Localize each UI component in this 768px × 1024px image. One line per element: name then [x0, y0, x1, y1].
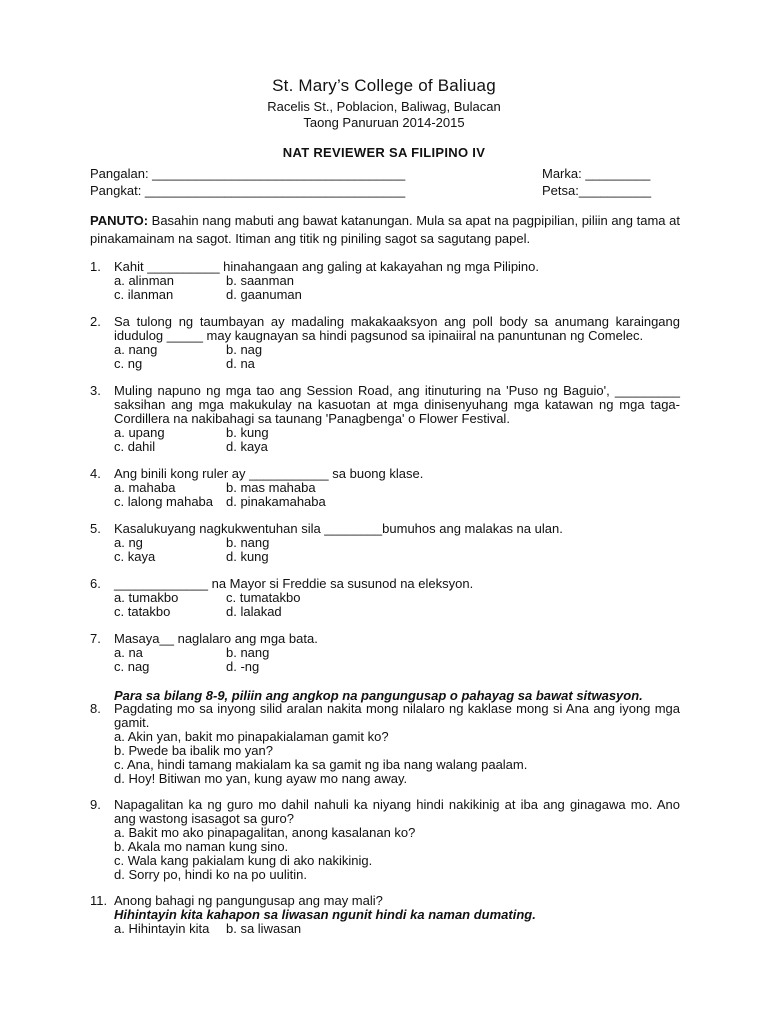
option-a: a. Bakit mo ako pinapagalitan, anong kasalanan ko?: [114, 825, 416, 840]
option-a: a. ng: [114, 535, 143, 550]
option-d: d. gaanuman: [226, 287, 302, 302]
option-a: a. Hihintayin kita: [114, 921, 210, 936]
option-b: b. Akala mo naman kung sino.: [114, 839, 289, 854]
question-stem: Sa tulong ng taumbayan ay madaling makakaaksyon ang poll body sa anumang karaingang idudulog _____ may kaugnayan sa hindi pagsunod sa ipinaiiral na panuntunan ng Comelec.: [114, 314, 680, 343]
option-a: a. Akin yan, bakit mo pinapakialaman gamit ko?: [114, 729, 389, 744]
question-sentence: Hihintayin kita kahapon sa liwasan ngunit hindi ka naman dumating.: [114, 907, 536, 922]
question-stem: Masaya__ naglalaro ang mga bata.: [114, 631, 318, 646]
question-number: 2.: [90, 314, 101, 329]
option-a: a. mahaba: [114, 480, 176, 495]
option-c-2: c. tatakbo: [114, 604, 171, 619]
option-b: b. nag: [226, 342, 263, 357]
question-9: [90, 798, 680, 882]
option-d: d. lalakad: [226, 604, 282, 619]
option-b: b. nang: [226, 645, 270, 660]
option-b: b. mas mahaba: [226, 480, 316, 495]
school-year: Taong Panuruan 2014-2015: [303, 115, 465, 130]
question-4: [90, 467, 680, 509]
question-stem: Kasalukuyang nagkukwentuhan sila ________bumuhos ang malakas na ulan.: [114, 521, 563, 536]
question-number: 5.: [90, 521, 101, 536]
option-c: c. tumatakbo: [226, 590, 301, 605]
option-d: d. kaya: [226, 439, 268, 454]
question-1: [90, 260, 680, 302]
pangkat-field: Pangkat: ____________________________________: [90, 183, 406, 198]
question-number: 8.: [90, 701, 101, 716]
option-d: d. pinakamahaba: [226, 494, 326, 509]
question-11: [90, 894, 680, 936]
question-2: [90, 315, 680, 371]
pangalan-field: Pangalan: ___________________________________: [90, 166, 406, 181]
option-a: a. upang: [114, 425, 165, 440]
question-number: 11.: [90, 893, 108, 908]
question-number: 3.: [90, 383, 101, 398]
option-b: b. sa liwasan: [226, 921, 302, 936]
question-number: 9.: [90, 797, 101, 812]
question-stem: Anong bahagi ng pangungusap ang may mali?: [114, 893, 383, 908]
question-7: [90, 632, 680, 674]
section-instruction: Para sa bilang 8-9, piliin ang angkop na pangungusap o pahayag sa bawat sitwasyon.: [114, 688, 643, 703]
option-b: b. saanman: [226, 273, 294, 288]
option-d: d. Hoy! Bitiwan mo yan, kung ayaw mo nang away.: [114, 771, 408, 786]
option-b: b. kung: [226, 425, 269, 440]
option-c: c. dahil: [114, 439, 156, 454]
option-b: b. Pwede ba ibalik mo yan?: [114, 743, 273, 758]
school-address: Racelis St., Poblacion, Baliwag, Bulacan: [267, 99, 501, 114]
exam-title: NAT REVIEWER SA FILIPINO IV: [282, 145, 486, 160]
option-a: a. nang: [114, 342, 158, 357]
option-d: d. -ng: [226, 659, 260, 674]
question-stem: Napagalitan ka ng guro mo dahil nahuli ka niyang hindi nakikinig at iba ang ginagawa mo. Ano ang wastong isasagot sa guro?: [114, 797, 680, 826]
question-number: 6.: [90, 576, 101, 591]
option-c: c. lalong mahaba: [114, 494, 214, 509]
option-a: a. tumakbo: [114, 590, 179, 605]
question-3: [90, 384, 680, 454]
question-stem: Kahit __________ hinahangaan ang galing at kakayahan ng mga Pilipino.: [114, 259, 540, 274]
option-c: c. ng: [114, 356, 143, 371]
school-name: St. Mary’s College of Baliuag: [272, 76, 496, 95]
option-c: c. Wala kang pakialam kung di ako nakikinig.: [114, 853, 373, 868]
question-6: [90, 577, 680, 619]
option-b: b. nang: [226, 535, 270, 550]
question-number: 4.: [90, 466, 101, 481]
option-c: c. Ana, hindi tamang makialam ka sa gamit ng iba nang walang paalam.: [114, 757, 528, 772]
option-d: d. kung: [226, 549, 269, 564]
marka-field: Marka: _________: [542, 166, 651, 181]
option-c: c. ilanman: [114, 287, 174, 302]
question-stem: _____________ na Mayor si Freddie sa susunod na eleksyon.: [114, 576, 474, 591]
option-d: d. Sorry po, hindi ko na po uulitin.: [114, 867, 307, 882]
question-number: 7.: [90, 631, 101, 646]
option-c: c. kaya: [114, 549, 156, 564]
petsa-field: Petsa:__________: [542, 183, 652, 198]
question-number: 1.: [90, 259, 101, 274]
directions-label: PANUTO:: [90, 213, 149, 228]
question-stem: Pagdating mo sa inyong silid aralan nakita mong nilalaro ng kaklase mong si Ana ang iyong mga gamit.: [114, 701, 680, 730]
option-a: a. alinman: [114, 273, 174, 288]
option-c: c. nag: [114, 659, 150, 674]
option-a: a. na: [114, 645, 143, 660]
option-d: d. na: [226, 356, 255, 371]
directions-text: Basahin nang mabuti ang bawat katanungan. Mula sa apat na pagpipilian, piliin ang tama at pinakamainam na sagot. Itiman ang titik ng piniling sagot sa sagutang papel.: [90, 213, 680, 246]
question-stem: Muling napuno ng mga tao ang Session Road, ang itinuturing na 'Puso ng Baguio', _________ saksihan ang mga makukulay na kasuotan at mga dinisenyuhang mga katawan ng mga taga-Cordillera na nakibahagi sa taunang 'Panagbenga' o Flower Festival.: [114, 383, 680, 426]
question-5: [90, 522, 680, 564]
directions: [90, 212, 680, 248]
question-8: [90, 702, 680, 786]
question-stem: Ang binili kong ruler ay ___________ sa buong klase.: [114, 466, 424, 481]
